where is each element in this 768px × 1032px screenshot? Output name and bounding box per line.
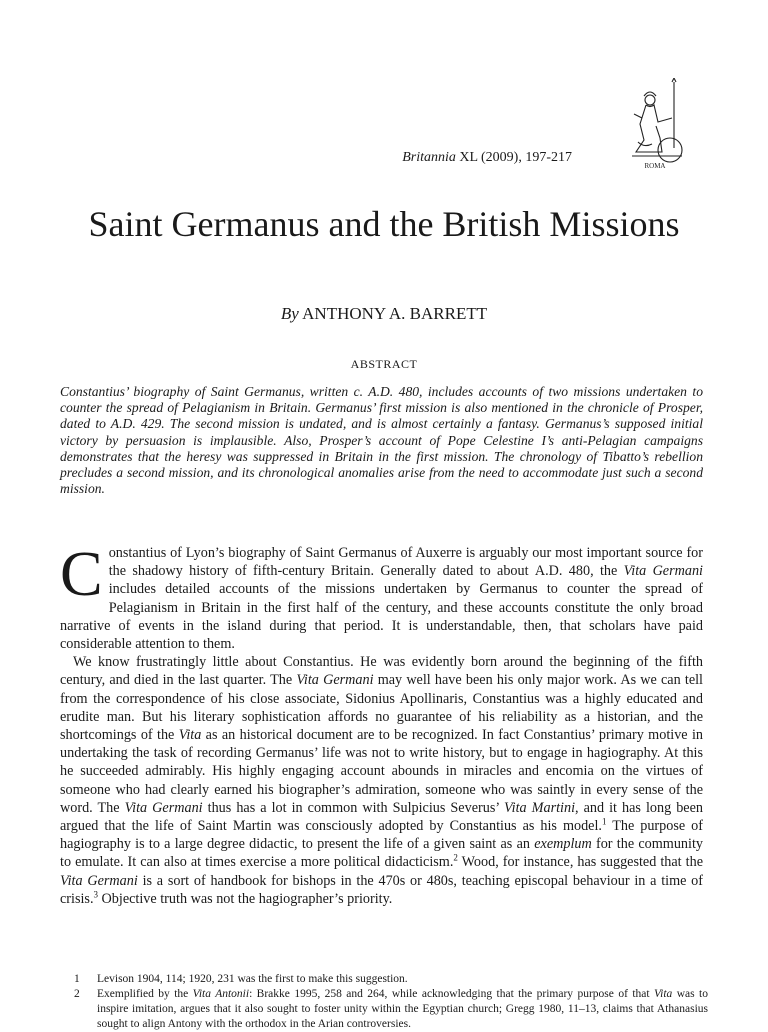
logo-text: ROMA	[644, 162, 666, 170]
article-title: Saint Germanus and the British Missions	[88, 204, 680, 244]
roma-seal-logo	[622, 78, 688, 172]
footnote-1: 1 Levison 1904, 114; 1920, 231 was the first to make this suggestion.	[74, 973, 408, 985]
footnote-ref-1[interactable]: 1	[601, 816, 607, 827]
footnote-ref-2[interactable]: 2	[453, 852, 458, 863]
journal-citation	[402, 150, 572, 166]
drop-cap: C	[60, 538, 103, 609]
footnote-ref-3[interactable]: 3	[93, 889, 98, 900]
volume-pages: XL (2009), 197-217	[459, 150, 572, 165]
paragraph-2: We know frustratingly little about Constantius. He was evidently born around the beginning of the fifth century, and died in the last quarter. The Vita Germani may well have been his only major work. As we can tell from the correspondence of his close associate, Sidonius Apollinaris, Constantius was a highly educated and erudite man. But his literary sophistication affords no guarantee of his reliability as a historian, and the shortcomings of the Vita as an historical document are to be recognized. In fact Constantius’ primary motive in undertaking the task of recording Germanus’ life was not to write history, but to engage in hagiography. At this he succeeded admirably. His highly engaging account abounds in miracles and encomia on the virtues of someone who had clearly earned his biographer’s admiration, someone who was saintly in every sense of the word. The Vita Germani thus has a lot in common with Sulpicius Severus’ Vita Martini, and it has long been argued that the life of Saint Martin was consciously adopted by Constantius as his model.$^1$ The purpose of hagiography is to a large degree didactic, to present the life of a given saint as an exemplum for the community to emulate. It can also at times exercise a more political didacticism.$^2$ Wood, for instance, has suggested that the Vita Germani is a sort of handbook for bishops in the 470s or 480s, teaching episcopal behaviour in a time of crisis.$^3$ Objective truth was not the hagiographer’s priority.	[60, 654, 703, 907]
byline-prefix: By	[280, 304, 299, 323]
author-name: ANTHONY A. BARRETT	[302, 304, 488, 323]
footnotes	[60, 972, 708, 1032]
journal-name: Britannia	[402, 150, 456, 165]
byline	[60, 304, 708, 324]
abstract-heading: ABSTRACT	[350, 357, 418, 371]
abstract-text: Constantius’ biography of Saint Germanus, written c. A.D. 480, includes accounts of two missions undertaken to counter the spread of Pelagianism in Britain. Germanus’ first mission is also mentioned in the chronicle of Prosper, dated to A.D. 429. The second mission is undated, and is almost certainly a fantasy. Germanus’s supposed initial victory by persuasion is implausible. Also, Prosper’s account of Pope Celestine I’s anti-Pelagian campaigns demonstrates that the heresy was suppressed in Britain in the first mission. The chronology of Tibatto’s rebellion precludes a second mission, and its chronological anomalies arise from the need to accommodate just such a second mission.	[60, 384, 703, 497]
footnote-2: 2 Exemplified by the Vita Antonii: Brakke 1995, 258 and 264, while acknowledging that the primary purpose of that Vita was to inspire imitation, argues that it also sought to foster unity within the Egyptian church; Gregg 1980, 11–13, claims that Athanasius sought to align Antony with the orthodox in the Arian controversies.	[74, 988, 708, 1030]
paragraph-1: Constantius of Lyon’s biography of Saint Germanus of Auxerre is arguably our most important source for the shadowy history of fifth-century Britain. Generally dated to about A.D. 480, the Vita Germani includes detailed accounts of the missions undertaken by Germanus to counter the spread of Pelagianism in Britain in the first half of the century, and these accounts constitute the only broad narrative of events in the island during that period. It is understandable, then, that scholars have paid considerable attention to them.	[60, 538, 704, 653]
article-body	[60, 538, 704, 908]
